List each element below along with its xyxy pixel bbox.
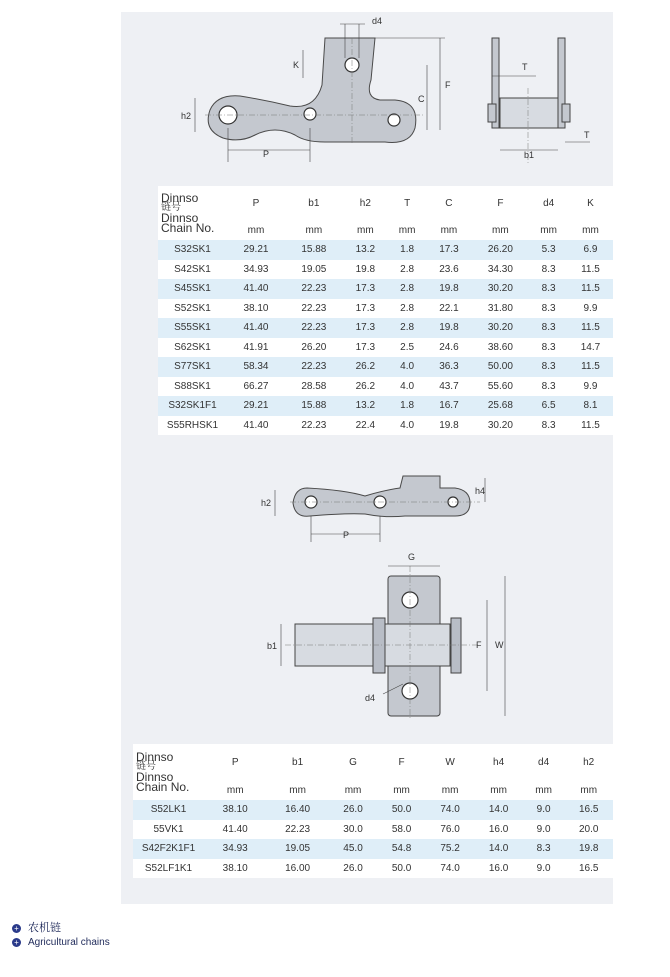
value-cell: 4.0 <box>388 357 427 377</box>
col-header: G <box>329 744 378 780</box>
value-cell: 34.30 <box>471 260 529 280</box>
col-header: W <box>426 744 475 780</box>
value-cell: 8.3 <box>529 260 568 280</box>
label-k: K <box>293 60 300 70</box>
label-f-bottom: F <box>476 640 482 650</box>
value-cell: 17.3 <box>343 318 388 338</box>
table-row <box>158 357 613 377</box>
value-cell: 17.3 <box>343 299 388 319</box>
value-cell: 22.23 <box>285 299 343 319</box>
value-cell: 9.9 <box>568 299 613 319</box>
value-cell: 2.8 <box>388 279 427 299</box>
value-cell: 16.00 <box>266 859 328 879</box>
chain-no-cell: S55SK1 <box>158 318 227 338</box>
value-cell: 11.5 <box>568 260 613 280</box>
col-header: T <box>388 186 427 220</box>
table-row <box>158 396 613 416</box>
value-cell: 43.7 <box>426 377 471 397</box>
value-cell: 26.2 <box>343 357 388 377</box>
value-cell: 22.23 <box>285 318 343 338</box>
value-cell: 30.0 <box>329 820 378 840</box>
value-cell: 26.20 <box>471 240 529 260</box>
value-cell: 19.8 <box>564 839 613 859</box>
value-cell: 30.20 <box>471 279 529 299</box>
label-p: P <box>263 149 270 159</box>
value-cell: 26.0 <box>329 800 378 820</box>
col-header: F <box>377 744 426 780</box>
table-sk1-dimensions <box>158 186 613 435</box>
table-row <box>158 240 613 260</box>
diagram-sk1-side-view <box>175 10 465 170</box>
unit-cell: mm <box>329 780 378 800</box>
value-cell: 41.40 <box>227 318 285 338</box>
chain-no-cell: S88SK1 <box>158 377 227 397</box>
table-row <box>158 338 613 358</box>
value-cell: 45.0 <box>329 839 378 859</box>
table1-header-chain-no <box>158 186 227 240</box>
table-row <box>133 839 613 859</box>
value-cell: 17.3 <box>343 279 388 299</box>
unit-cell: mm <box>388 220 427 240</box>
value-cell: 6.5 <box>529 396 568 416</box>
value-cell: 58.34 <box>227 357 285 377</box>
value-cell: 29.21 <box>227 240 285 260</box>
table-row <box>158 279 613 299</box>
value-cell: 9.0 <box>523 820 565 840</box>
bullet-icon: + <box>12 938 21 947</box>
value-cell: 6.9 <box>568 240 613 260</box>
unit-cell: mm <box>529 220 568 240</box>
value-cell: 23.6 <box>426 260 471 280</box>
label-d4: d4 <box>372 16 383 26</box>
value-cell: 22.23 <box>285 416 343 436</box>
label-f: F <box>445 80 451 90</box>
unit-cell: mm <box>227 220 285 240</box>
value-cell: 38.10 <box>204 800 266 820</box>
value-cell: 2.5 <box>388 338 427 358</box>
value-cell: 8.1 <box>568 396 613 416</box>
unit-cell: mm <box>343 220 388 240</box>
value-cell: 50.00 <box>471 357 529 377</box>
label-p-mid: P <box>343 530 350 540</box>
value-cell: 8.3 <box>529 357 568 377</box>
col-header: F <box>471 186 529 220</box>
value-cell: 75.2 <box>426 839 475 859</box>
value-cell: 14.0 <box>474 800 523 820</box>
value-cell: 14.7 <box>568 338 613 358</box>
chain-no-cell: S32SK1F1 <box>158 396 227 416</box>
chain-no-cell: S52SK1 <box>158 299 227 319</box>
value-cell: 19.05 <box>285 260 343 280</box>
value-cell: 20.0 <box>564 820 613 840</box>
value-cell: 76.0 <box>426 820 475 840</box>
header-cn: 链号 <box>161 202 181 213</box>
chain-no-cell: S52LF1K1 <box>133 859 204 879</box>
header-dinnso-2: Dinnso <box>136 770 174 784</box>
value-cell: 16.7 <box>426 396 471 416</box>
footer-cn-label: 农机链 <box>28 922 61 934</box>
value-cell: 41.40 <box>204 820 266 840</box>
table-row <box>158 416 613 436</box>
value-cell: 66.27 <box>227 377 285 397</box>
value-cell: 8.3 <box>529 299 568 319</box>
col-header: b1 <box>285 186 343 220</box>
footer-en <box>12 937 110 948</box>
col-header: b1 <box>266 744 328 780</box>
col-header: h2 <box>343 186 388 220</box>
value-cell: 13.2 <box>343 240 388 260</box>
col-header: K <box>568 186 613 220</box>
value-cell: 9.0 <box>523 800 565 820</box>
value-cell: 38.60 <box>471 338 529 358</box>
value-cell: 16.5 <box>564 859 613 879</box>
value-cell: 26.0 <box>329 859 378 879</box>
value-cell: 74.0 <box>426 800 475 820</box>
value-cell: 41.91 <box>227 338 285 358</box>
footer-cn <box>12 919 61 935</box>
unit-cell: mm <box>266 780 328 800</box>
value-cell: 16.0 <box>474 859 523 879</box>
unit-cell: mm <box>426 780 475 800</box>
table-row <box>158 318 613 338</box>
value-cell: 14.0 <box>474 839 523 859</box>
value-cell: 28.58 <box>285 377 343 397</box>
col-header: d4 <box>523 744 565 780</box>
value-cell: 8.3 <box>529 279 568 299</box>
unit-cell: mm <box>523 780 565 800</box>
value-cell: 2.8 <box>388 318 427 338</box>
value-cell: 34.93 <box>204 839 266 859</box>
value-cell: 30.20 <box>471 318 529 338</box>
value-cell: 41.40 <box>227 416 285 436</box>
value-cell: 38.10 <box>204 859 266 879</box>
value-cell: 74.0 <box>426 859 475 879</box>
diagram-lk1-side-view <box>255 468 500 546</box>
chain-no-cell: S62SK1 <box>158 338 227 358</box>
header-dinnso: Dinnso <box>136 750 174 764</box>
value-cell: 50.0 <box>377 859 426 879</box>
value-cell: 22.23 <box>285 279 343 299</box>
col-header: P <box>227 186 285 220</box>
value-cell: 1.8 <box>388 396 427 416</box>
table-row <box>133 820 613 840</box>
value-cell: 9.9 <box>568 377 613 397</box>
value-cell: 38.10 <box>227 299 285 319</box>
col-header: d4 <box>529 186 568 220</box>
diagram-lk1-top-view <box>255 548 520 720</box>
chain-no-cell: S55RHSK1 <box>158 416 227 436</box>
label-h2-mid: h2 <box>261 498 272 508</box>
value-cell: 17.3 <box>426 240 471 260</box>
table2-header-chain-no <box>133 744 204 800</box>
value-cell: 1.8 <box>388 240 427 260</box>
value-cell: 9.0 <box>523 859 565 879</box>
table-row <box>158 260 613 280</box>
chain-no-cell: S45SK1 <box>158 279 227 299</box>
value-cell: 17.3 <box>343 338 388 358</box>
chain-no-cell: S77SK1 <box>158 357 227 377</box>
chain-no-cell: S32SK1 <box>158 240 227 260</box>
value-cell: 19.8 <box>426 318 471 338</box>
label-h4-mid: h4 <box>475 486 486 496</box>
value-cell: 54.8 <box>377 839 426 859</box>
value-cell: 19.05 <box>266 839 328 859</box>
value-cell: 31.80 <box>471 299 529 319</box>
unit-cell: mm <box>564 780 613 800</box>
value-cell: 22.23 <box>266 820 328 840</box>
value-cell: 15.88 <box>285 240 343 260</box>
header-cn: 链号 <box>136 761 156 772</box>
value-cell: 16.40 <box>266 800 328 820</box>
value-cell: 11.5 <box>568 357 613 377</box>
value-cell: 36.3 <box>426 357 471 377</box>
value-cell: 8.3 <box>529 377 568 397</box>
value-cell: 2.8 <box>388 260 427 280</box>
label-b1-top: b1 <box>524 150 535 160</box>
value-cell: 34.93 <box>227 260 285 280</box>
label-h2: h2 <box>181 111 192 121</box>
value-cell: 19.8 <box>343 260 388 280</box>
value-cell: 26.2 <box>343 377 388 397</box>
value-cell: 4.0 <box>388 377 427 397</box>
value-cell: 5.3 <box>529 240 568 260</box>
value-cell: 22.4 <box>343 416 388 436</box>
header-dinnso: Dinnso <box>161 191 199 205</box>
unit-cell: mm <box>285 220 343 240</box>
chain-no-cell: 55VK1 <box>133 820 204 840</box>
value-cell: 50.0 <box>377 800 426 820</box>
value-cell: 41.40 <box>227 279 285 299</box>
label-d4-bottom: d4 <box>365 693 376 703</box>
chain-no-cell: S52LK1 <box>133 800 204 820</box>
value-cell: 26.20 <box>285 338 343 358</box>
label-c: C <box>418 94 425 104</box>
table-row <box>158 299 613 319</box>
unit-cell: mm <box>474 780 523 800</box>
unit-cell: mm <box>568 220 613 240</box>
value-cell: 8.3 <box>523 839 565 859</box>
value-cell: 13.2 <box>343 396 388 416</box>
unit-cell: mm <box>426 220 471 240</box>
unit-cell: mm <box>204 780 266 800</box>
header-dinnso-2: Dinnso <box>161 211 199 225</box>
diagram-sk1-end-view <box>480 28 610 168</box>
value-cell: 8.3 <box>529 318 568 338</box>
chain-no-cell: S42SK1 <box>158 260 227 280</box>
value-cell: 16.0 <box>474 820 523 840</box>
value-cell: 55.60 <box>471 377 529 397</box>
value-cell: 2.8 <box>388 299 427 319</box>
footer-en-label: Agricultural chains <box>28 937 110 948</box>
label-w: W <box>495 640 504 650</box>
value-cell: 24.6 <box>426 338 471 358</box>
value-cell: 11.5 <box>568 318 613 338</box>
col-header: P <box>204 744 266 780</box>
table-row <box>133 800 613 820</box>
unit-cell: mm <box>471 220 529 240</box>
value-cell: 25.68 <box>471 396 529 416</box>
col-header: h2 <box>564 744 613 780</box>
table-row <box>133 859 613 879</box>
unit-cell: mm <box>377 780 426 800</box>
value-cell: 4.0 <box>388 416 427 436</box>
value-cell: 15.88 <box>285 396 343 416</box>
header-chain-no: Chain No. <box>136 780 190 794</box>
label-b1-bottom: b1 <box>267 641 278 651</box>
value-cell: 22.1 <box>426 299 471 319</box>
value-cell: 8.3 <box>529 338 568 358</box>
value-cell: 19.8 <box>426 279 471 299</box>
table-row <box>158 377 613 397</box>
header-chain-no: Chain No. <box>161 221 215 235</box>
value-cell: 16.5 <box>564 800 613 820</box>
value-cell: 22.23 <box>285 357 343 377</box>
value-cell: 8.3 <box>529 416 568 436</box>
col-header: C <box>426 186 471 220</box>
label-g: G <box>408 552 416 562</box>
value-cell: 19.8 <box>426 416 471 436</box>
value-cell: 11.5 <box>568 279 613 299</box>
value-cell: 29.21 <box>227 396 285 416</box>
value-cell: 58.0 <box>377 820 426 840</box>
value-cell: 30.20 <box>471 416 529 436</box>
chain-no-cell: S42F2K1F1 <box>133 839 204 859</box>
label-t-top: T <box>522 62 528 72</box>
table-lk1-dimensions <box>133 744 613 878</box>
label-t-bottom: T <box>584 130 590 140</box>
col-header: h4 <box>474 744 523 780</box>
value-cell: 11.5 <box>568 416 613 436</box>
bullet-icon: + <box>12 924 21 933</box>
